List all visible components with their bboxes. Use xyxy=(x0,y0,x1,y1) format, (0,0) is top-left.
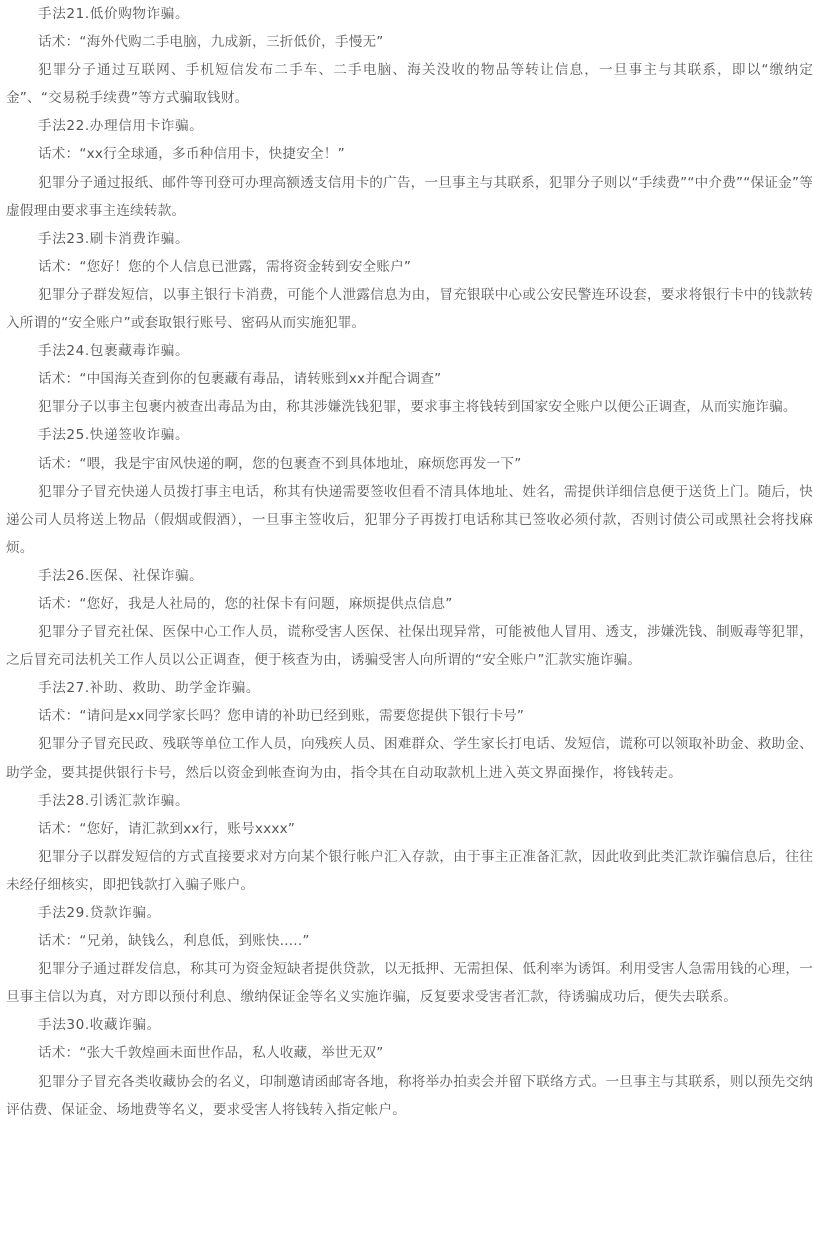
section-28 xyxy=(6,787,813,899)
method-heading: 手法27.补助、救助、助学金诈骗。 xyxy=(38,680,261,697)
method-script: 话术：“海外代购二手电脑，九成新，三折低价，手慢无” xyxy=(38,34,384,51)
method-description: 犯罪分子冒充各类收藏协会的名义，印制邀请函邮寄各地，称将举办拍卖会并留下联络方式。一旦事主与其联系，则以预先交纳评估费、保证金、场地费等名义，要求受害人将钱转入指定帐户。 xyxy=(6,1073,813,1118)
method-description: 犯罪分子冒充社保、医保中心工作人员，谎称受害人医保、社保出现异常，可能被他人冒用、透支，涉嫌洗钱、制贩毒等犯罪，之后冒充司法机关工作人员以公正调查，便于核查为由，诱骗受害人向所谓的“安全账户”汇款实施诈骗。 xyxy=(6,624,813,669)
section-29 xyxy=(6,899,813,1011)
section-23 xyxy=(6,225,813,337)
method-heading: 手法26.医保、社保诈骗。 xyxy=(38,567,204,584)
method-script: 话术：“您好！您的个人信息已泄露，需将资金转到安全账户” xyxy=(38,258,412,275)
method-script: 话术：“兄弟，缺钱么，利息低，到账快.....” xyxy=(38,933,310,950)
section-26 xyxy=(6,562,813,674)
method-script: 话术：“请问是xx同学家长吗？您申请的补助已经到账，需要您提供下银行卡号” xyxy=(38,708,525,725)
method-script: 话术：“喂，我是宇宙风快递的啊，您的包裹查不到具体地址，麻烦您再发一下” xyxy=(38,455,522,472)
method-script: 话术：“您好，我是人社局的，您的社保卡有问题，麻烦提供点信息” xyxy=(38,595,453,612)
section-27 xyxy=(6,674,813,786)
method-heading: 手法28.引诱汇款诈骗。 xyxy=(38,792,190,809)
method-script: 话术：“中国海关查到你的包裹藏有毒品，请转账到xx并配合调查” xyxy=(38,371,442,388)
section-25 xyxy=(6,421,813,561)
method-heading: 手法24.包裹藏毒诈骗。 xyxy=(38,343,190,360)
method-heading: 手法29.贷款诈骗。 xyxy=(38,905,161,921)
method-description: 犯罪分子以群发短信的方式直接要求对方向某个银行帐户汇入存款，由于事主正准备汇款，因此收到此类汇款诈骗信息后，往往未经仔细核实，即把钱款打入骗子账户。 xyxy=(6,848,813,893)
method-heading: 手法30.收藏诈骗。 xyxy=(38,1017,161,1034)
section-22 xyxy=(6,112,813,224)
method-script: 话术：“xx行全球通，多币种信用卡，快捷安全！” xyxy=(38,146,345,163)
section-30 xyxy=(6,1011,813,1123)
method-script: 话术：“张大千敦煌画未面世作品，私人收藏，举世无双” xyxy=(38,1045,384,1062)
method-description: 犯罪分子冒充快递人员拨打事主电话，称其有快递需要签收但看不清具体地址、姓名，需提供详细信息便于送货上门。随后，快递公司人员将送上物品（假烟或假酒），一旦事主签收后，犯罪分子再拨打电话称其已签收必须付款，否则讨债公司或黑社会将找麻烦。 xyxy=(6,483,813,556)
method-heading: 手法25.快递签收诈骗。 xyxy=(38,427,190,444)
method-script: 话术：“您好，请汇款到xx行，账号xxxx” xyxy=(38,820,296,837)
section-21 xyxy=(6,0,813,112)
method-description: 犯罪分子通过互联网、手机短信发布二手车、二手电脑、海关没收的物品等转让信息，一旦事主与其联系，即以“缴纳定金”、“交易税手续费”等方式骗取钱财。 xyxy=(6,62,813,107)
method-heading: 手法21.低价购物诈骗。 xyxy=(38,6,190,22)
method-description: 犯罪分子通过群发信息，称其可为资金短缺者提供贷款，以无抵押、无需担保、低利率为诱饵。利用受害人急需用钱的心理，一旦事主信以为真，对方即以预付利息、缴纳保证金等名义实施诈骗，反复要求受害者汇款，待诱骗成功后，便失去联系。 xyxy=(6,961,813,1006)
section-24 xyxy=(6,337,813,421)
method-description: 犯罪分子以事主包裹内被查出毒品为由，称其涉嫌洗钱犯罪，要求事主将钱转到国家安全账户以便公正调查，从而实施诈骗。 xyxy=(38,399,797,416)
method-description: 犯罪分子通过报纸、邮件等刊登可办理高额透支信用卡的广告，一旦事主与其联系，犯罪分子则以“手续费”“中介费”“保证金”等虚假理由要求事主连续转款。 xyxy=(6,174,813,219)
method-description: 犯罪分子冒充民政、残联等单位工作人员，向残疾人员、困难群众、学生家长打电话、发短信，谎称可以领取补助金、救助金、助学金，要其提供银行卡号，然后以资金到帐查询为由，指令其在自动取款机上进入英文界面操作，将钱转走。 xyxy=(6,736,813,781)
method-heading: 手法22.办理信用卡诈骗。 xyxy=(38,118,204,135)
method-heading: 手法23.刷卡消费诈骗。 xyxy=(38,230,190,247)
method-description: 犯罪分子群发短信，以事主银行卡消费，可能个人泄露信息为由，冒充银联中心或公安民警连环设套，要求将银行卡中的钱款转入所谓的“安全账户”或套取银行账号、密码从而实施犯罪。 xyxy=(6,286,813,332)
